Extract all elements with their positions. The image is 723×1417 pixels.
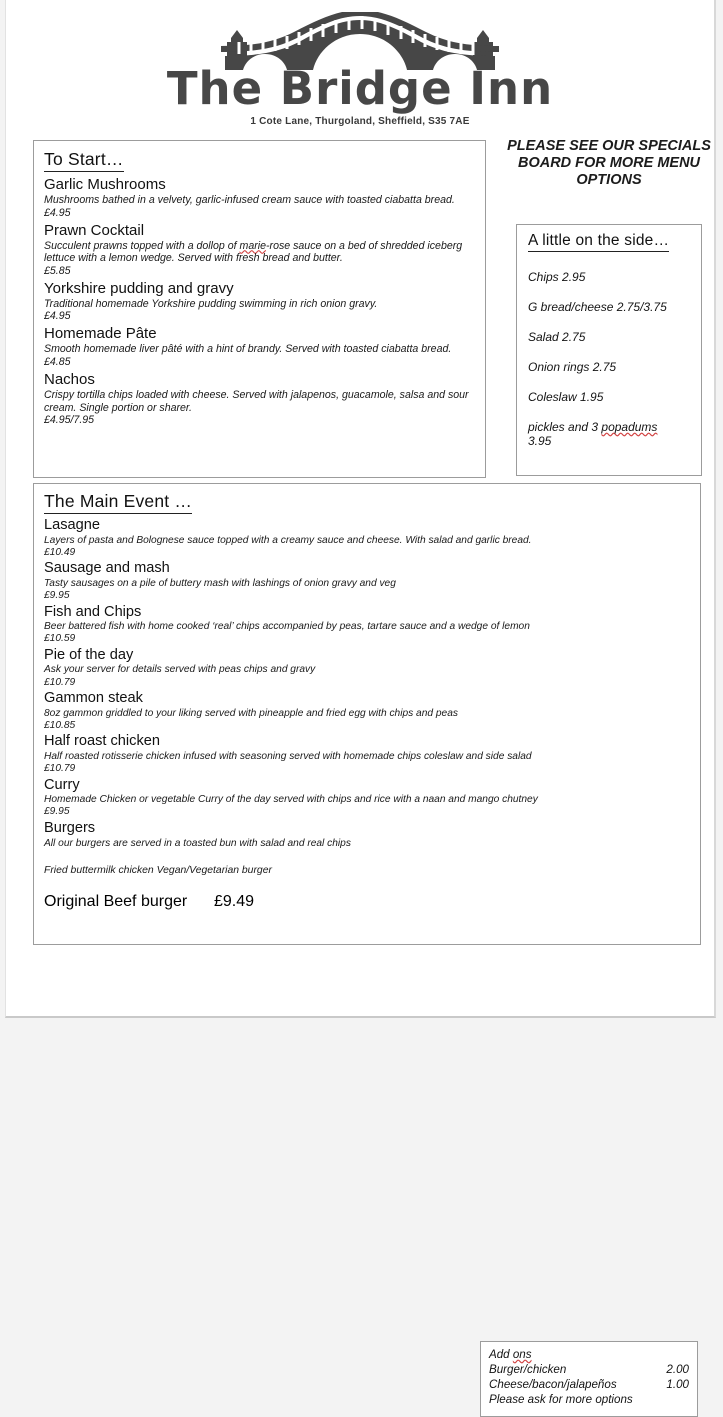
mains-section: [33, 483, 701, 1406]
side-item: Chips 2.95: [528, 270, 586, 284]
sides-section: [516, 224, 702, 476]
dish-name: Nachos: [44, 370, 95, 388]
dish-description: Tasty sausages on a pile of buttery mash with lashings of onion gravy and veg: [44, 577, 396, 589]
burger-option-price: £9.49: [214, 892, 255, 910]
dish-description: Layers of pasta and Bolognese sauce topped with a creamy sauce and cheese. With salad and garlic bread.: [44, 534, 532, 546]
addon-price: 1.00: [666, 1378, 689, 1391]
dish-name: Burgers: [44, 820, 96, 837]
dish-name: Pie of the day: [44, 646, 134, 663]
dish-description: Crispy tortilla chips loaded with cheese. Served with jalapenos, guacamole, salsa and sour cream. Single portion or sharer.: [44, 388, 469, 414]
dish-name: Fish and Chips: [44, 603, 142, 620]
spellcheck-word: ons: [512, 1348, 532, 1361]
menu-item: [44, 176, 475, 220]
specials-board-note: PLEASE SEE OUR SPECIALS BOARD FOR MORE MENU OPTIONS: [507, 138, 711, 188]
dish-price: £4.95: [44, 206, 71, 219]
menu-item: [44, 280, 475, 324]
starters-heading: To Start…: [44, 149, 124, 172]
dish-name: Homemade Pâte: [44, 325, 157, 343]
dish-name: Sausage and mash: [44, 560, 170, 577]
dish-price: £4.95: [44, 310, 71, 323]
mains-heading: The Main Event …: [44, 491, 192, 514]
dish-price: £10.59: [44, 633, 76, 645]
addons-section: [480, 1341, 698, 1417]
dish-description: Smooth homemade liver pâté with a hint of brandy. Served with toasted ciabatta bread.: [44, 343, 452, 356]
dish-price: £4.95/7.95: [44, 414, 95, 427]
menu-item: [44, 560, 690, 602]
addon-row: [489, 1362, 689, 1377]
dish-name: Yorkshire pudding and gravy: [44, 279, 234, 297]
dish-price: £5.85: [44, 264, 71, 277]
dish-description: Homemade Chicken or vegetable Curry of the day served with chips and rice with a naan and mango chutney: [44, 794, 538, 806]
side-item: pickles and 3 popadums 3.95: [528, 420, 658, 448]
restaurant-name: The Bridge Inn: [166, 62, 554, 115]
side-item: Coleslaw 1.95: [528, 390, 604, 404]
spellcheck-word: popadums: [601, 420, 658, 434]
sides-heading: A little on the side…: [528, 232, 669, 252]
burger-option: [44, 893, 690, 911]
addon-row: [489, 1377, 689, 1392]
dish-price: £9.95: [44, 590, 70, 601]
restaurant-header: [6, 0, 714, 127]
dish-description: Beer battered fish with home cooked ‘real’ chips accompanied by peas, tartare sauce and a wedge of lemon: [44, 621, 530, 633]
dish-description: Ask your server for details served with peas chips and gravy: [44, 664, 316, 676]
side-item: Salad 2.75: [528, 330, 586, 344]
menu-item: [44, 690, 690, 732]
addon-label: Cheese/bacon/jalapeños: [489, 1378, 617, 1391]
dish-price: £10.85: [44, 719, 76, 731]
dish-price: £10.79: [44, 763, 76, 775]
dish-price: £9.95: [44, 806, 70, 818]
spellcheck-word: marie: [239, 239, 267, 252]
side-item: G bread/cheese 2.75/3.75: [528, 300, 667, 314]
addon-price: 2.00: [666, 1363, 689, 1376]
starters-section: [33, 140, 486, 478]
dish-description: Half roasted rotisserie chicken infused with seasoning served with homemade chips coleslaw and side salad: [44, 750, 532, 762]
dish-name: Lasagne: [44, 517, 100, 533]
menu-item: [44, 517, 690, 559]
dish-name: Half roast chicken: [44, 733, 160, 750]
menu-item: [44, 777, 690, 819]
dish-description: Traditional homemade Yorkshire pudding swimming in rich onion gravy.: [44, 297, 378, 310]
menu-item: [44, 222, 475, 278]
burger-option-name: Original Beef burger: [44, 892, 188, 910]
addons-footer: Please ask for more options: [489, 1393, 633, 1406]
dish-description: Succulent prawns topped with a dollop of marie-rose sauce on a bed of shredded iceberg lettuce with a lemon wedge. Served with fresh bread and butter.: [44, 239, 463, 265]
dish-name: Garlic Mushrooms: [44, 176, 166, 193]
menu-item: [44, 371, 475, 427]
addons-title: Add ons: [489, 1348, 532, 1361]
menu-item: [44, 604, 690, 646]
burgers-group: [44, 820, 690, 911]
dish-price: £10.49: [44, 546, 76, 558]
menu-item: [44, 325, 475, 369]
dish-description: Mushrooms bathed in a velvety, garlic-infused cream sauce with toasted ciabatta bread.: [44, 194, 455, 206]
dish-name: Gammon steak: [44, 690, 143, 707]
side-item: Onion rings 2.75: [528, 360, 617, 374]
dish-description: All our burgers are served in a toasted bun with salad and real chips: [44, 837, 351, 849]
dish-price: £4.85: [44, 355, 71, 368]
menu-page: [5, 0, 716, 1406]
menu-item: [44, 647, 690, 689]
restaurant-address: 1 Cote Lane, Thurgoland, Sheffield, S35 7AE: [250, 116, 470, 127]
addon-label: Burger/chicken: [489, 1363, 567, 1376]
dish-name: Prawn Cocktail: [44, 221, 145, 239]
dish-name: Curry: [44, 776, 80, 793]
dish-price: £10.79: [44, 676, 76, 688]
dish-description: 8oz gammon griddled to your liking served with pineapple and fried egg with chips and peas: [44, 707, 458, 719]
burger-option: Fried buttermilk chicken Vegan/Vegetarian burger: [44, 864, 272, 876]
menu-item: [44, 733, 690, 775]
